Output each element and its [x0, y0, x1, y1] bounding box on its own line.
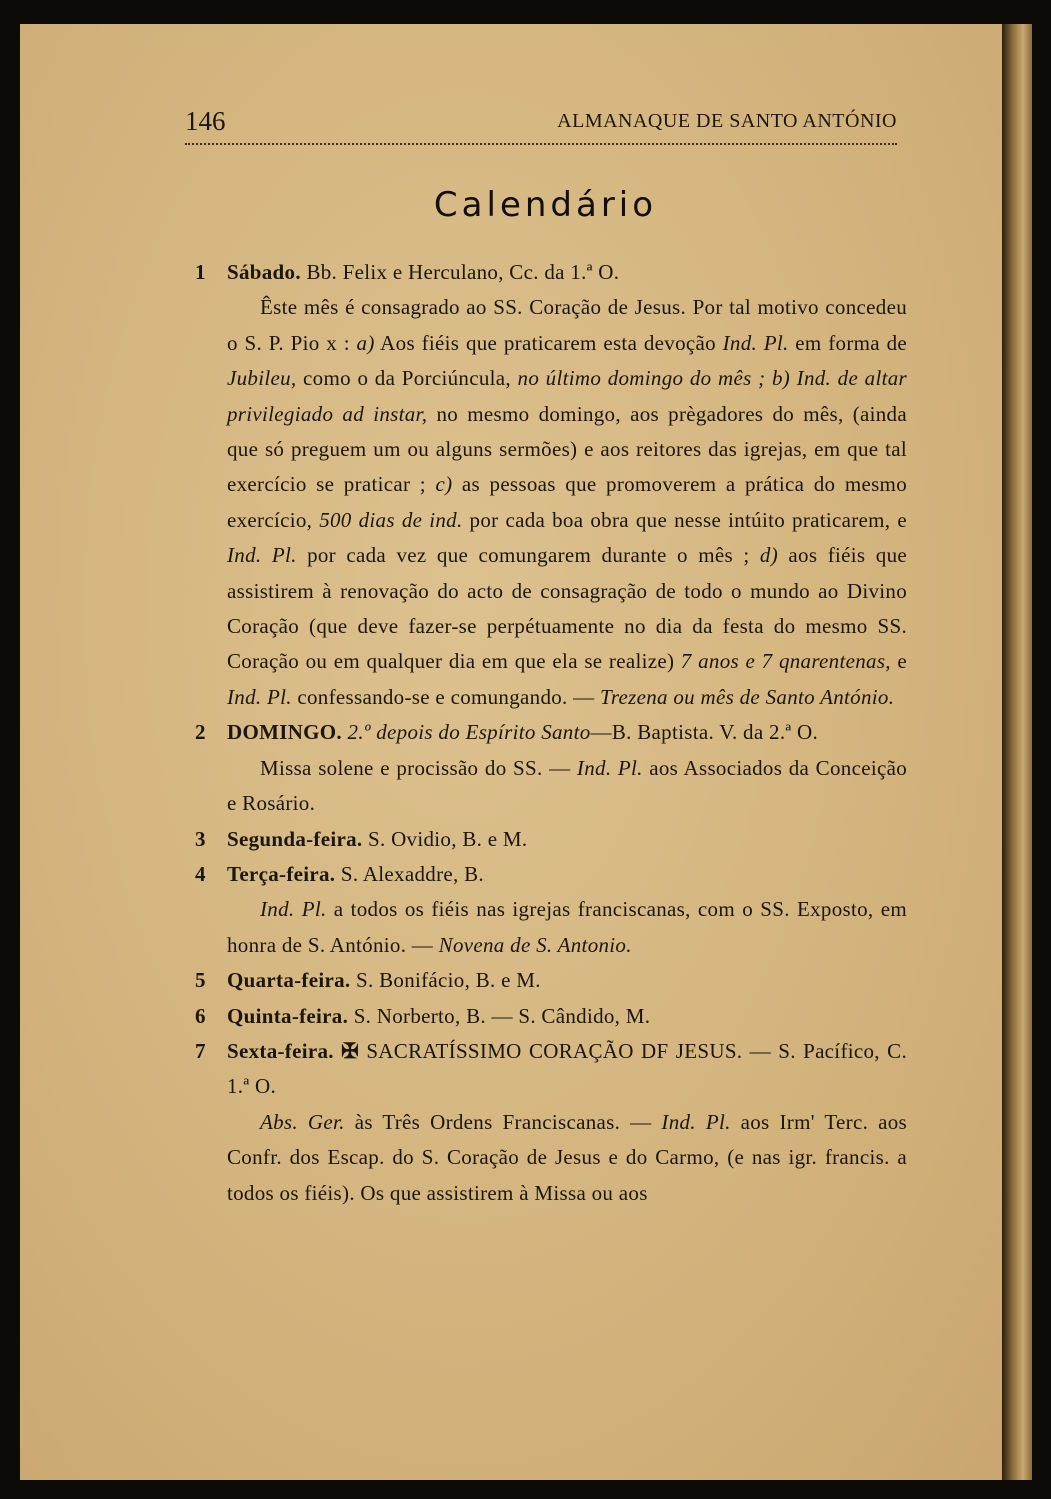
calendar-entry-5 — [195, 963, 907, 998]
section-title: Calendário — [433, 185, 658, 225]
entry-day: DOMINGO. — [227, 720, 342, 745]
header-rule — [185, 143, 897, 145]
calendar-body — [195, 255, 907, 1211]
entry-saints: S. Norberto, B. — S. Cândido, M. — [348, 1003, 651, 1028]
calendar-entry-6 — [195, 999, 907, 1034]
entry-note: Abs. Ger. às Três Ordens Franciscanas. — Ind. Pl. aos Irm' Terc. aos Confr. dos Escap. do S. Coração de Jesus e do Carmo, (e nas igr. francis. a todos os fiéis). Os que assistirem à Missa ou aos — [227, 1109, 907, 1205]
cross-icon: ✠ — [333, 1038, 367, 1063]
entry-number: 4 — [195, 861, 206, 886]
entry-saints: Bb. Felix e Herculano, Cc. da 1.ª O. — [300, 260, 620, 284]
running-title: ALMANAQUE DE SANTO ANTÓNIO — [557, 110, 897, 132]
entry-number: 5 — [195, 968, 206, 993]
entry-day: Segunda-feira. — [227, 826, 363, 851]
entry-saints: S. Ovidio, B. e M. — [362, 826, 528, 851]
entry-saints: S. Bonifácio, B. e M. — [350, 968, 541, 993]
entry-note: Ind. Pl. a todos os fiéis nas igrejas franciscanas, com o SS. Exposto, em honra de S. António. — Novena de S. Antonio. — [227, 897, 907, 957]
entry-day: Terça-feira. — [227, 861, 336, 886]
entry-note: Missa solene e procissão do SS. — Ind. Pl. aos Associados da Conceição e Rosário. — [227, 755, 907, 816]
entry-day: Quarta-feira. — [227, 968, 351, 993]
calendar-entry-3 — [195, 822, 907, 857]
entry-day: Sexta-feira. — [227, 1038, 334, 1063]
entry-number: 3 — [195, 826, 206, 851]
calendar-entry-7 — [195, 1034, 907, 1211]
entry-note: Êste mês é consagrado ao SS. Coração de Jesus. Por tal motivo concedeu o S. P. Pio x : a) Aos fiéis que praticarem esta devoção Ind. Pl. em forma de Jubileu, como o da Porciúncula, no último domingo do mês ; b) Ind. de altar privilegiado ad instar, no mesmo domingo, aos prègadores do mês, (ainda que só preguem um ou alguns sermões) e aos reitores das igrejas, em que tal exercício se praticar ; c) as pessoas que promoverem a prática do mesmo exercício, 500 dias de ind. por cada boa obra que nesse intúito praticarem, e Ind. Pl. por cada vez que comungarem durante o mês ; d) aos fiéis que assistirem à renovação do acto de consagração de todo o mundo ao Divino Coração (que deve fazer-se perpétuamente no dia da festa do mesmo SS. Coração ou em qualquer dia em que ela se realize) 7 anos e 7 qnarentenas, e Ind. Pl. confessando-se e comungando. — Trezena ou mês de Santo António. — [227, 295, 907, 709]
page-header — [185, 106, 897, 140]
entry-saints: SACRATÍSSIMO CORAÇÃO DF JESUS. — S. Pacífico, C. 1.ª O. — [227, 1038, 907, 1099]
entry-saints: —B. Baptista. V. da 2.ª O. — [590, 720, 819, 745]
calendar-entry-1 — [195, 255, 907, 715]
page-number: 146 — [185, 106, 226, 136]
entry-liturgical-note: 2.º depois do Espírito Santo — [341, 720, 591, 745]
entry-number: 2 — [195, 720, 206, 745]
entry-saints: S. Alexaddre, B. — [335, 861, 484, 886]
entry-day: Quinta-feira. — [227, 1003, 349, 1028]
entry-number: 6 — [195, 1003, 206, 1028]
entry-day: Sábado. — [227, 260, 301, 284]
calendar-entry-4 — [195, 857, 907, 963]
entry-number: 7 — [195, 1038, 206, 1063]
calendar-entry-2 — [195, 715, 907, 821]
entry-number: 1 — [195, 260, 206, 284]
book-spine — [1002, 24, 1032, 1480]
